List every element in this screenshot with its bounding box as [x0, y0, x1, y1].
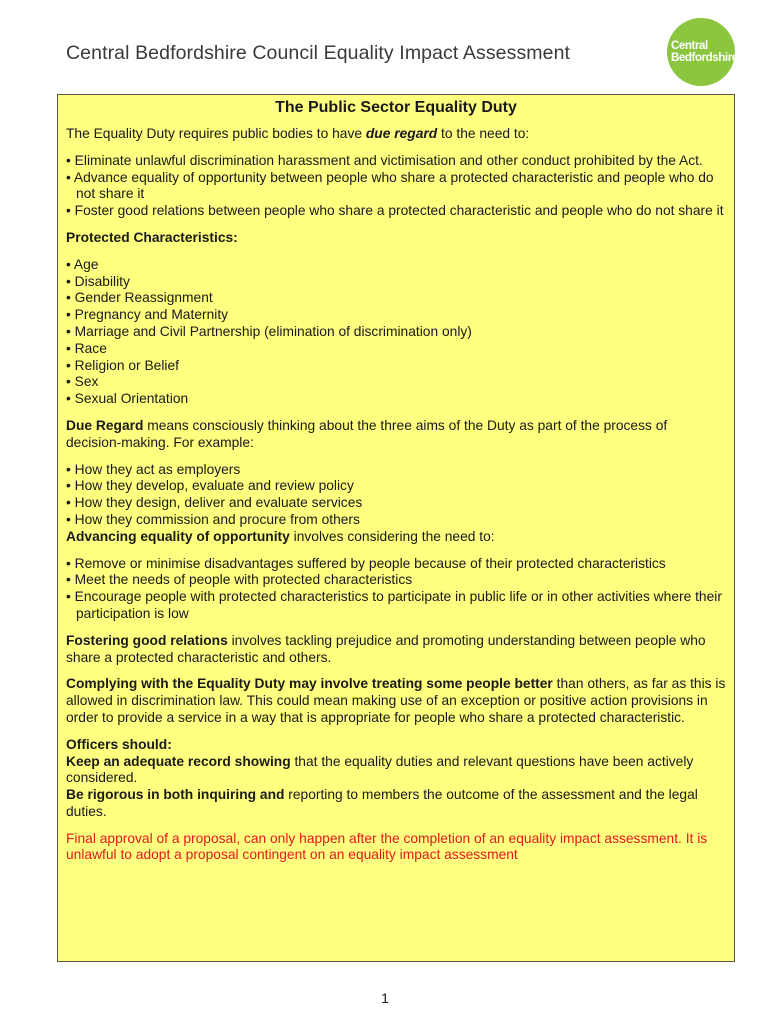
due-regard-paragraph: Due Regard means consciously thinking about the three aims of the Duty as part of the process of decision-making. For example:: [66, 417, 668, 450]
list-item: • Pregnancy and Maternity: [66, 307, 726, 324]
officers-heading: Officers should:: [66, 736, 172, 752]
list-item: • Advance equality of opportunity between people who share a protected characteristic and people who do not share it: [66, 170, 726, 204]
fostering-paragraph: Fostering good relations involves tackling prejudice and promoting understanding between people who share a protected characteristic and others.: [66, 632, 706, 665]
list-item: • How they commission and procure from others: [66, 512, 726, 529]
complying-paragraph: Complying with the Equality Duty may involve treating some people better than others, as far as this is allowed in discrimination law. This could mean making use of an exception or positive action provisions in order to provide a service in a way that is appropriate for people who share a protected characteristic.: [66, 676, 726, 725]
officers-line-2: Be rigorous in both inquiring and reporting to members the outcome of the assessment and the legal duties.: [66, 787, 698, 819]
logo-line-1: Central: [671, 40, 708, 52]
protected-heading: Protected Characteristics:: [66, 229, 238, 245]
list-item: • Eliminate unlawful discrimination harassment and victimisation and other conduct prohibited by the Act.: [66, 153, 726, 170]
intro-paragraph: The Equality Duty requires public bodies to have due regard to the need to:: [66, 126, 530, 141]
page-header-title: Central Bedfordshire Council Equality Impact Assessment: [66, 42, 571, 64]
final-approval-note: Final approval of a proposal, can only happen after the completion of an equality impact assessment. It is unlawful to adopt a proposal contingent on an equality impact assessment: [66, 830, 708, 863]
list-item: • How they act as employers: [66, 462, 726, 479]
list-item: • How they develop, evaluate and review policy: [66, 478, 726, 495]
due-regard-list: [66, 462, 726, 529]
list-item: • Age: [66, 257, 726, 274]
council-logo: [667, 18, 738, 86]
advancing-paragraph: Advancing equality of opportunity involves considering the need to:: [66, 528, 495, 544]
list-item: • Foster good relations between people who share a protected characteristic and people who do not share it: [66, 203, 726, 220]
list-item: • Encourage people with protected characteristics to participate in public life or in other activities where their participation is low: [66, 589, 726, 623]
duty-aims-list: [66, 153, 726, 220]
list-item: • Marriage and Civil Partnership (elimination of discrimination only): [66, 324, 726, 341]
list-item: • Disability: [66, 274, 726, 291]
officers-line-1: Keep an adequate record showing that the equality duties and relevant questions have been actively considered.: [66, 753, 694, 786]
page-number: 1: [381, 990, 389, 1006]
box-title: The Public Sector Equality Duty: [275, 99, 517, 116]
list-item: • How they design, deliver and evaluate services: [66, 495, 726, 512]
advancing-list: [66, 556, 726, 623]
list-item: • Race: [66, 341, 726, 358]
list-item: • Sexual Orientation: [66, 391, 726, 408]
logo-line-2: Bedfordshire: [671, 52, 738, 64]
list-item: • Gender Reassignment: [66, 290, 726, 307]
list-item: • Meet the needs of people with protected characteristics: [66, 572, 726, 589]
equality-duty-box: [57, 94, 735, 962]
list-item: • Sex: [66, 374, 726, 391]
protected-characteristics-list: [66, 257, 726, 408]
list-item: • Religion or Belief: [66, 358, 726, 375]
list-item: • Remove or minimise disadvantages suffered by people because of their protected characteristics: [66, 556, 726, 573]
